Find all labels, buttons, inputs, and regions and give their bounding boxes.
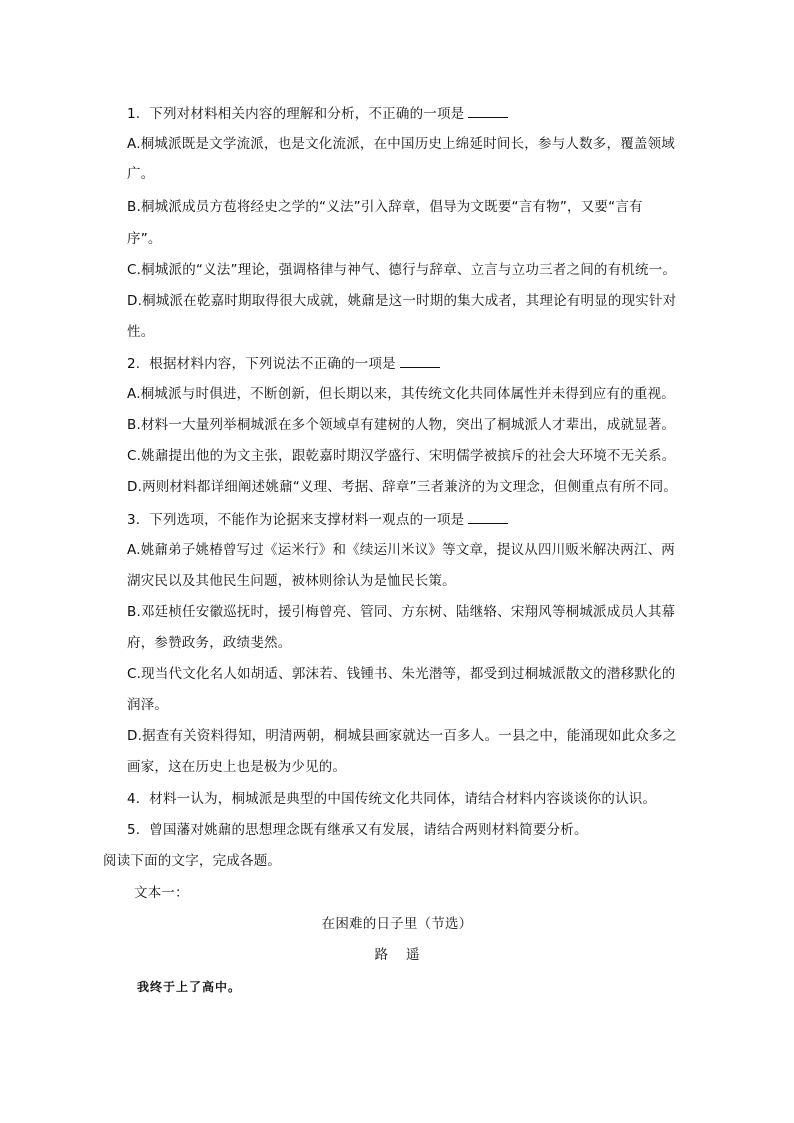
question-number: 2. <box>127 356 141 372</box>
section-intro: 阅读下面的文字，完成各题。 <box>103 853 282 869</box>
q3-option-c-line-1: C.现当代文化名人如胡适、郭沫若、钱锺书、朱光潜等，都受到过桐城派散文的潜移默化的 <box>127 666 676 682</box>
handwritten-line: 我终于上了高中。 <box>137 980 242 994</box>
article-author: 路遥 <box>374 947 438 963</box>
question-text: 根据材料内容，下列说法不正确的一项是 <box>149 356 396 372</box>
q1-option-a-line-2: 广。 <box>127 166 155 182</box>
q1-option-b-line-1: B.桐城派成员方苞将经史之学的“义法”引入辞章，倡导为文既要“言有物”，又要“言有 <box>127 199 643 215</box>
q2-option-c-line-1: C.姚鼐提出他的为文主张，跟乾嘉时期汉学盛行、宋明儒学被摈斥的社会大环境不无关系。 <box>127 448 676 464</box>
q3-option-a-line-2: 湖灾民以及其他民生问题，被林则徐认为是恤民长策。 <box>127 573 456 589</box>
question-number: 1. <box>127 106 141 122</box>
question-number: 5. <box>127 822 141 838</box>
question-text: 曾国藩对姚鼐的思想理念既有继承又有发展，请结合两则材料简要分析。 <box>149 822 588 838</box>
q3-option-d-line-1: D.据查有关资料得知，明清两朝，桐城县画家就达一百多人。一县之中，能涌现如此众多之 <box>127 728 677 744</box>
article-title: 在困难的日子里（节选） <box>321 916 473 932</box>
q3-option-c-line-2: 润泽。 <box>127 697 169 713</box>
q3-option-d-line-2: 画家，这在历史上也是极为少见的。 <box>127 759 347 775</box>
text-label: 文本一： <box>134 885 189 901</box>
q3-option-a-line-1: A.姚鼐弟子姚椿曾写过《运米行》和《续运川米议》等文章，提议从四川贩米解决两江、两 <box>127 542 675 558</box>
q3-option-b-line-2: 府，参赞政务，政绩斐然。 <box>127 635 292 651</box>
question-1-stem <box>127 104 508 123</box>
answer-blank <box>468 510 508 524</box>
q3-option-b-line-1: B.邓廷桢任安徽巡抚时，援引梅曾亮、管同、方东树、陆继辂、宋翔风等桐城派成员人其幕 <box>127 604 676 620</box>
q1-option-a-line-1: A.桐城派既是文学流派，也是文化流派，在中国历史上绵延时间长，参与人数多，覆盖领域 <box>127 136 675 152</box>
question-2-stem <box>127 354 440 373</box>
question-number: 4. <box>127 791 141 807</box>
q1-option-d-line-1: D.桐城派在乾嘉时期取得很大成就，姚鼐是这一时期的集大成者，其理论有明显的现实针对 <box>127 293 677 309</box>
q2-option-a-line-1: A.桐城派与时俱进，不断创新，但长期以来，其传统文化共同体属性并未得到应有的重视。 <box>127 386 675 402</box>
question-number: 3. <box>127 512 141 528</box>
q1-option-b-line-2: 序”。 <box>127 231 162 247</box>
q2-option-b-line-1: B.材料一大量列举桐城派在多个领域卓有建树的人物，突出了桐城派人才辈出，成就显著。 <box>127 417 676 433</box>
answer-blank <box>468 104 508 118</box>
q2-option-d-line-1: D.两则材料都详细阐述姚鼐“义理、考据、辞章”三者兼济的为文理念，但侧重点有所不同。 <box>127 479 678 495</box>
question-text: 下列对材料相关内容的理解和分析，不正确的一项是 <box>149 106 465 122</box>
question-4-stem <box>127 790 656 808</box>
q1-option-c-line-1: C.桐城派的“义法”理论，强调格律与神气、德行与辞章、立言与立功三者之间的有机统一。 <box>127 262 677 278</box>
q1-option-d-line-2: 性。 <box>127 324 155 340</box>
answer-blank <box>400 354 440 368</box>
question-text: 下列选项，不能作为论据来支撑材料一观点的一项是 <box>149 512 465 528</box>
question-5-stem <box>127 821 588 839</box>
question-text: 材料一认为，桐城派是典型的中国传统文化共同体，请结合材料内容谈谈你的认识。 <box>149 791 657 807</box>
question-3-stem <box>127 510 508 529</box>
